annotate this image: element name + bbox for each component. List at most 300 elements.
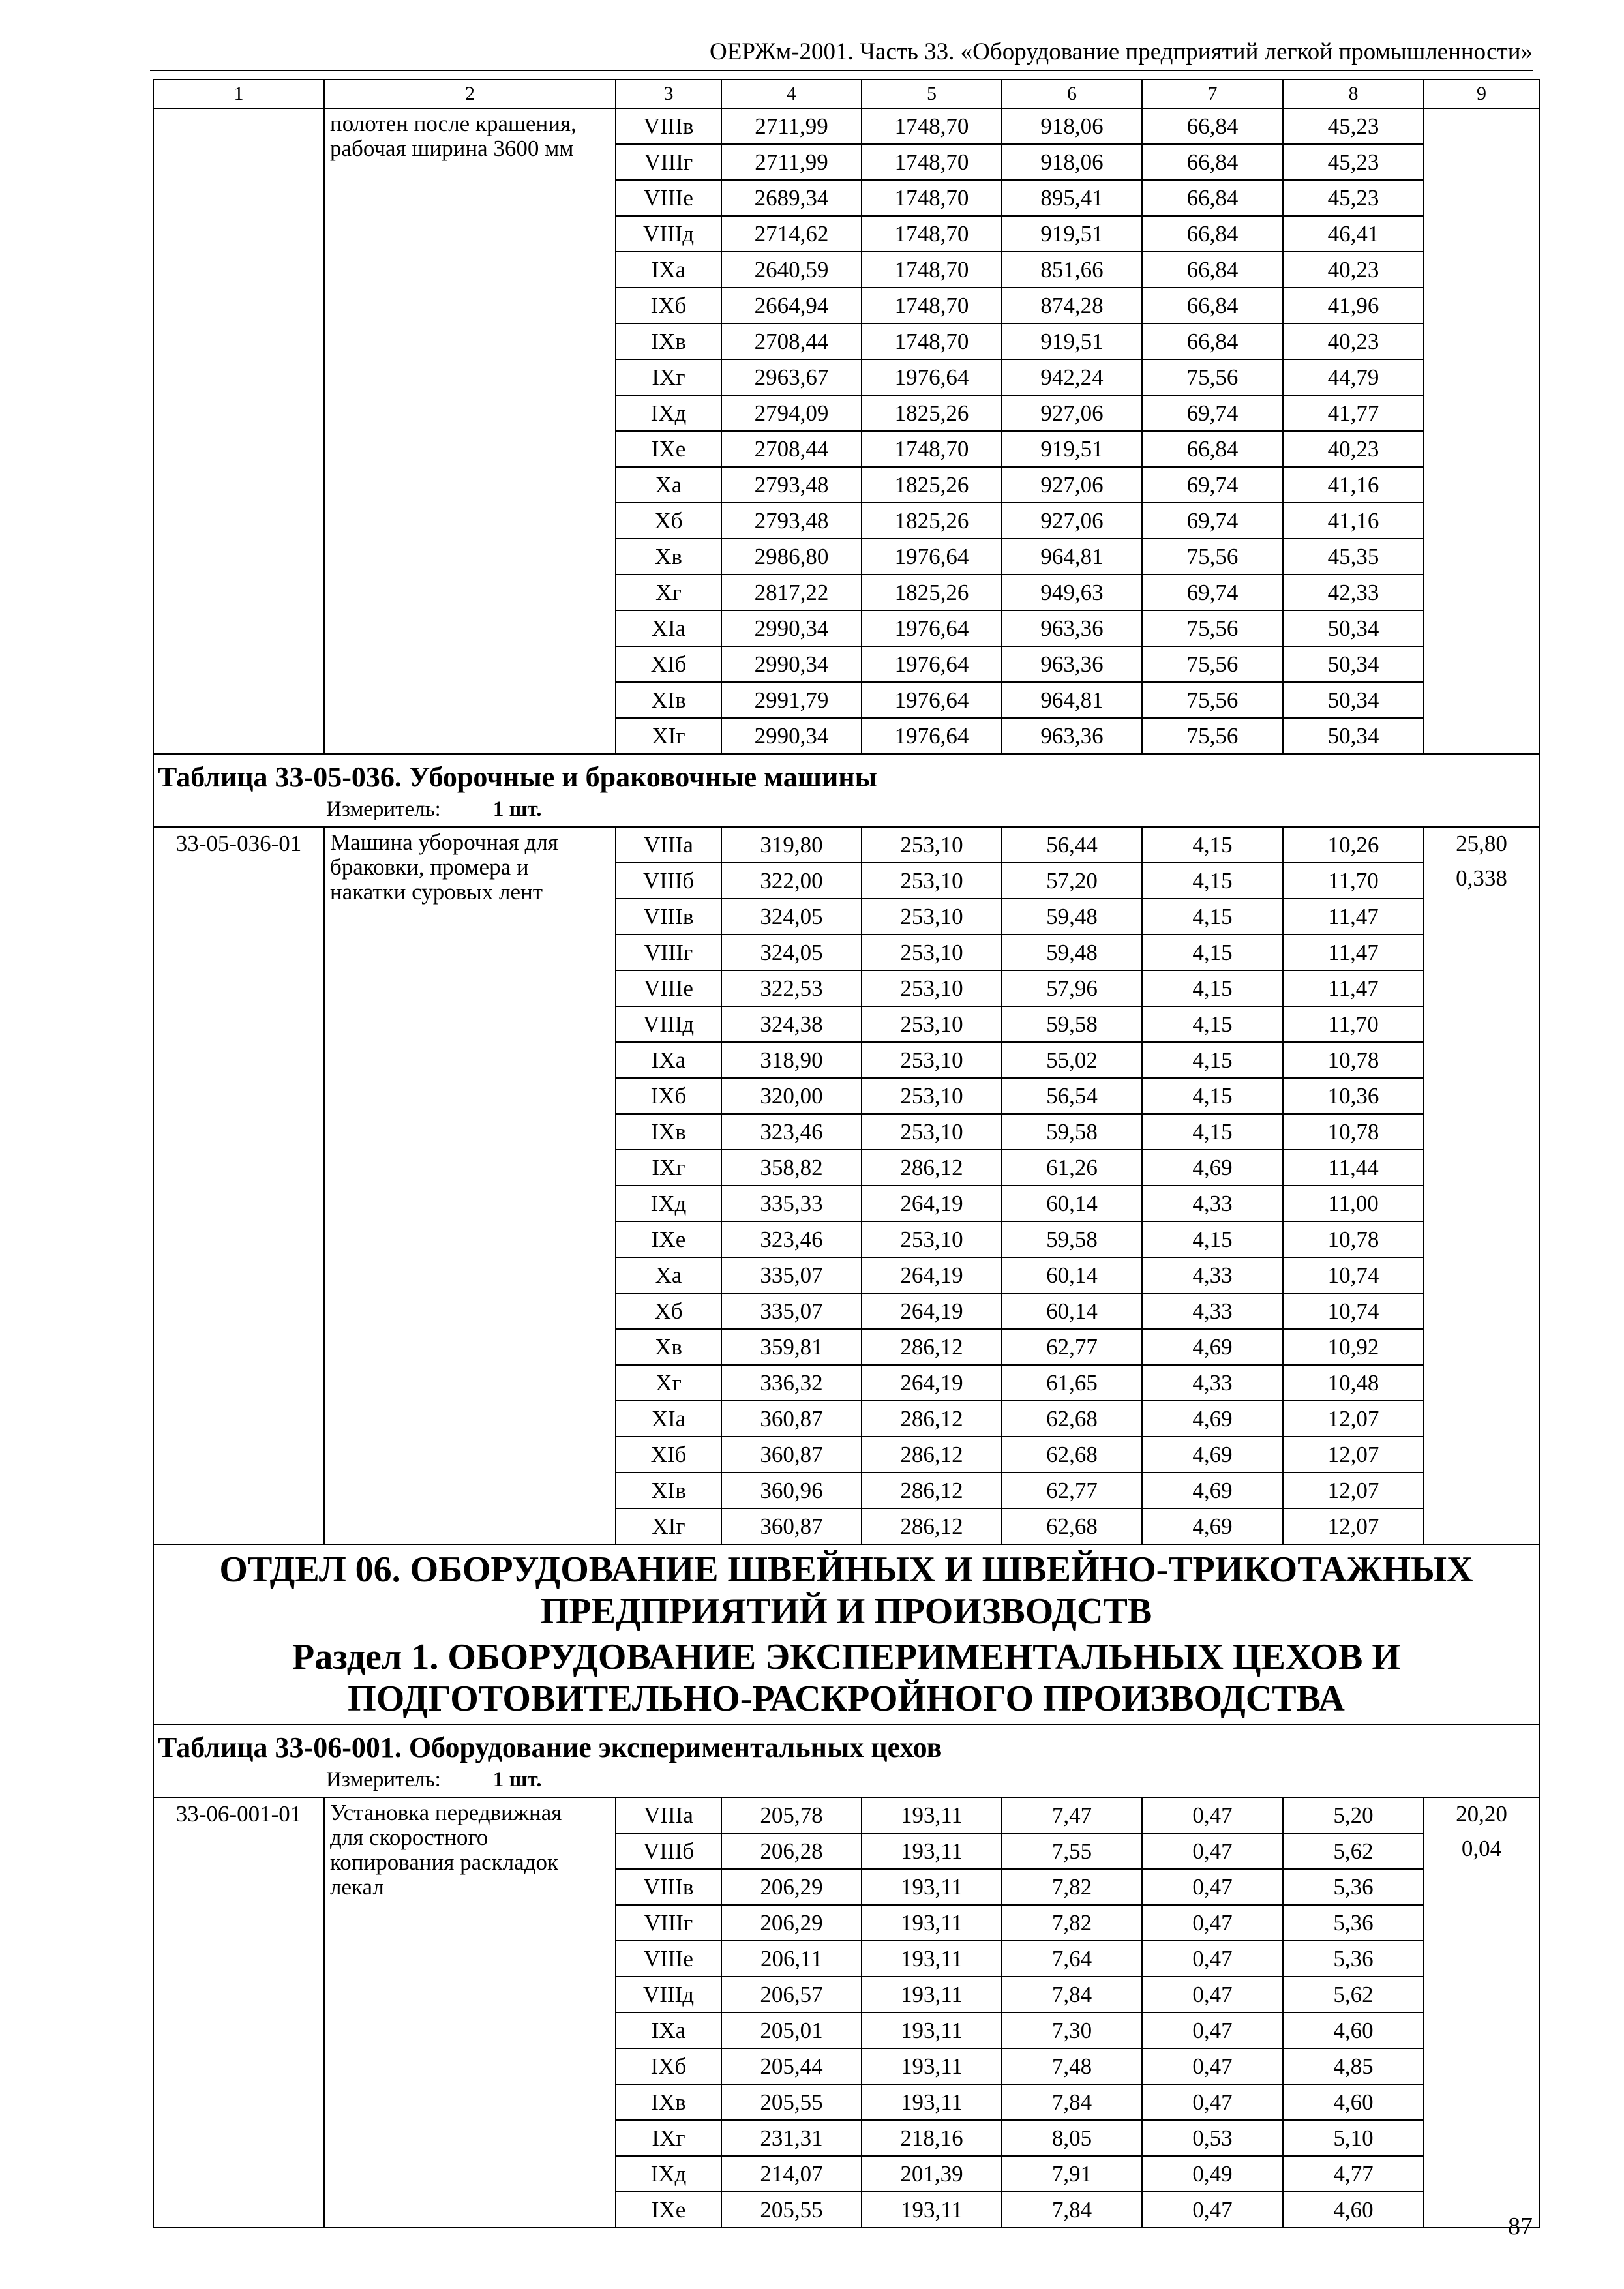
value-cell: 205,55 <box>721 2084 862 2120</box>
value-cell: 42,33 <box>1283 575 1424 610</box>
value-cell: 218,16 <box>862 2120 1002 2156</box>
value-cell: 2711,99 <box>721 144 862 180</box>
value-cell: 0,47 <box>1142 1941 1283 1977</box>
value-cell: 205,55 <box>721 2192 862 2228</box>
value-cell: 264,19 <box>862 1257 1002 1293</box>
zone-cell: IXб <box>616 288 721 323</box>
column-number: 3 <box>616 80 721 108</box>
value-cell: 75,56 <box>1142 359 1283 395</box>
value-cell: 7,55 <box>1002 1833 1142 1869</box>
value-cell: 214,07 <box>721 2156 862 2192</box>
value-cell: 59,58 <box>1002 1114 1142 1150</box>
value-cell: 4,33 <box>1142 1365 1283 1401</box>
value-cell: 2963,67 <box>721 359 862 395</box>
value-cell: 2991,79 <box>721 682 862 718</box>
value-cell: 11,47 <box>1283 935 1424 970</box>
description-line: лекал <box>330 1874 384 1900</box>
rates-table <box>153 79 1540 2228</box>
value-cell: 59,58 <box>1002 1221 1142 1257</box>
table-title-row <box>153 1724 1539 1797</box>
value-cell: 1825,26 <box>862 395 1002 431</box>
value-cell: 927,06 <box>1002 467 1142 503</box>
value-cell: 10,74 <box>1283 1257 1424 1293</box>
column-number: 4 <box>721 80 862 108</box>
value-cell: 4,15 <box>1142 935 1283 970</box>
value-cell: 7,84 <box>1002 2084 1142 2120</box>
value-cell: 927,06 <box>1002 395 1142 431</box>
value-cell: 10,78 <box>1283 1042 1424 1078</box>
description-line: Машина уборочная для <box>330 830 558 855</box>
value-cell: 11,47 <box>1283 970 1424 1006</box>
value-cell: 286,12 <box>862 1401 1002 1437</box>
col9-values <box>1424 1797 1539 2228</box>
zone-cell: IXе <box>616 1221 721 1257</box>
value-cell: 4,15 <box>1142 827 1283 863</box>
value-cell: 2990,34 <box>721 718 862 754</box>
row-description <box>324 827 616 1544</box>
value-cell: 45,35 <box>1283 539 1424 575</box>
col9-value: 20,20 <box>1456 1801 1507 1827</box>
value-cell: 41,16 <box>1283 503 1424 539</box>
description-line: для скоростного <box>330 1825 489 1850</box>
value-cell: 0,47 <box>1142 2192 1283 2228</box>
value-cell: 5,62 <box>1283 1833 1424 1869</box>
zone-cell: VIIIд <box>616 216 721 252</box>
value-cell: 5,10 <box>1283 2120 1424 2156</box>
zone-cell: Xа <box>616 467 721 503</box>
value-cell: 206,29 <box>721 1905 862 1941</box>
value-cell: 942,24 <box>1002 359 1142 395</box>
value-cell: 4,69 <box>1142 1150 1283 1186</box>
value-cell: 4,60 <box>1283 2192 1424 2228</box>
value-cell: 4,69 <box>1142 1473 1283 1508</box>
table-title-cell <box>153 1724 1539 1797</box>
value-cell: 59,58 <box>1002 1006 1142 1042</box>
value-cell: 69,74 <box>1142 575 1283 610</box>
zone-cell: IXе <box>616 431 721 467</box>
value-cell: 253,10 <box>862 827 1002 863</box>
value-cell: 62,68 <box>1002 1437 1142 1473</box>
col9-value: 0,04 <box>1461 1836 1502 1861</box>
zone-cell: VIIIг <box>616 935 721 970</box>
column-number: 2 <box>324 80 616 108</box>
value-cell: 1748,70 <box>862 323 1002 359</box>
value-cell: 949,63 <box>1002 575 1142 610</box>
value-cell: 50,34 <box>1283 682 1424 718</box>
table-title-row <box>153 754 1539 827</box>
value-cell: 1976,64 <box>862 682 1002 718</box>
value-cell: 11,44 <box>1283 1150 1424 1186</box>
value-cell: 66,84 <box>1142 180 1283 216</box>
value-cell: 60,14 <box>1002 1186 1142 1221</box>
row-description <box>324 108 616 754</box>
value-cell: 66,84 <box>1142 431 1283 467</box>
measure-label: Измеритель: <box>326 798 441 821</box>
zone-cell: VIIIа <box>616 1797 721 1833</box>
value-cell: 2711,99 <box>721 108 862 144</box>
value-cell: 0,47 <box>1142 1905 1283 1941</box>
zone-cell: IXе <box>616 2192 721 2228</box>
value-cell: 253,10 <box>862 1006 1002 1042</box>
value-cell: 1748,70 <box>862 252 1002 288</box>
value-cell: 1825,26 <box>862 467 1002 503</box>
value-cell: 44,79 <box>1283 359 1424 395</box>
value-cell: 206,29 <box>721 1869 862 1905</box>
value-cell: 324,05 <box>721 935 862 970</box>
col9-values <box>1424 108 1539 754</box>
zone-cell: IXв <box>616 2084 721 2120</box>
value-cell: 69,74 <box>1142 503 1283 539</box>
value-cell: 193,11 <box>862 1833 1002 1869</box>
zone-cell: IXа <box>616 2012 721 2048</box>
row-description <box>324 1797 616 2228</box>
value-cell: 1825,26 <box>862 503 1002 539</box>
value-cell: 10,48 <box>1283 1365 1424 1401</box>
value-cell: 253,10 <box>862 935 1002 970</box>
value-cell: 1825,26 <box>862 575 1002 610</box>
value-cell: 2990,34 <box>721 646 862 682</box>
value-cell: 193,11 <box>862 1905 1002 1941</box>
value-cell: 4,15 <box>1142 863 1283 899</box>
value-cell: 4,15 <box>1142 1006 1283 1042</box>
value-cell: 2817,22 <box>721 575 862 610</box>
value-cell: 40,23 <box>1283 323 1424 359</box>
value-cell: 50,34 <box>1283 610 1424 646</box>
column-number: 1 <box>153 80 324 108</box>
value-cell: 62,68 <box>1002 1401 1142 1437</box>
value-cell: 1976,64 <box>862 646 1002 682</box>
zone-cell: Xг <box>616 575 721 610</box>
value-cell: 2714,62 <box>721 216 862 252</box>
value-cell: 964,81 <box>1002 539 1142 575</box>
value-cell: 2708,44 <box>721 431 862 467</box>
table-body <box>153 80 1539 2228</box>
value-cell: 50,34 <box>1283 718 1424 754</box>
value-cell: 55,02 <box>1002 1042 1142 1078</box>
zone-cell: IXг <box>616 359 721 395</box>
zone-cell: Xб <box>616 1293 721 1329</box>
value-cell: 253,10 <box>862 899 1002 935</box>
table-row <box>153 1797 1539 1833</box>
value-cell: 964,81 <box>1002 682 1142 718</box>
value-cell: 918,06 <box>1002 108 1142 144</box>
value-cell: 360,87 <box>721 1401 862 1437</box>
table-title: Таблица 33-06-001. Оборудование экспериментальных цехов <box>158 1731 942 1763</box>
value-cell: 963,36 <box>1002 718 1142 754</box>
value-cell: 5,36 <box>1283 1905 1424 1941</box>
zone-cell: IXг <box>616 1150 721 1186</box>
zone-cell: VIIIе <box>616 1941 721 1977</box>
value-cell: 963,36 <box>1002 646 1142 682</box>
value-cell: 10,92 <box>1283 1329 1424 1365</box>
value-cell: 286,12 <box>862 1329 1002 1365</box>
zone-cell: IXд <box>616 1186 721 1221</box>
value-cell: 59,48 <box>1002 899 1142 935</box>
value-cell: 253,10 <box>862 1042 1002 1078</box>
value-cell: 919,51 <box>1002 323 1142 359</box>
zone-cell: VIIIб <box>616 1833 721 1869</box>
column-number: 6 <box>1002 80 1142 108</box>
value-cell: 0,47 <box>1142 2012 1283 2048</box>
value-cell: 264,19 <box>862 1293 1002 1329</box>
value-cell: 7,84 <box>1002 2192 1142 2228</box>
value-cell: 4,15 <box>1142 1221 1283 1257</box>
value-cell: 322,00 <box>721 863 862 899</box>
value-cell: 851,66 <box>1002 252 1142 288</box>
zone-cell: IXа <box>616 1042 721 1078</box>
value-cell: 193,11 <box>862 1977 1002 2012</box>
value-cell: 45,23 <box>1283 108 1424 144</box>
value-cell: 193,11 <box>862 1941 1002 1977</box>
measure-value: 1 шт. <box>492 1768 542 1791</box>
zone-cell: VIIIг <box>616 1905 721 1941</box>
value-cell: 193,11 <box>862 1797 1002 1833</box>
value-cell: 324,05 <box>721 899 862 935</box>
value-cell: 2640,59 <box>721 252 862 288</box>
value-cell: 4,60 <box>1283 2084 1424 2120</box>
value-cell: 205,78 <box>721 1797 862 1833</box>
value-cell: 12,07 <box>1283 1437 1424 1473</box>
value-cell: 10,78 <box>1283 1221 1424 1257</box>
value-cell: 4,85 <box>1283 2048 1424 2084</box>
value-cell: 193,11 <box>862 2012 1002 2048</box>
value-cell: 253,10 <box>862 1221 1002 1257</box>
value-cell: 41,77 <box>1283 395 1424 431</box>
value-cell: 59,48 <box>1002 935 1142 970</box>
value-cell: 7,30 <box>1002 2012 1142 2048</box>
value-cell: 360,87 <box>721 1508 862 1544</box>
value-cell: 320,00 <box>721 1078 862 1114</box>
value-cell: 286,12 <box>862 1508 1002 1544</box>
table-title: Таблица 33-05-036. Уборочные и браковочные машины <box>158 761 878 793</box>
zone-cell: XIб <box>616 646 721 682</box>
value-cell: 264,19 <box>862 1365 1002 1401</box>
value-cell: 62,77 <box>1002 1329 1142 1365</box>
value-cell: 206,28 <box>721 1833 862 1869</box>
value-cell: 7,91 <box>1002 2156 1142 2192</box>
value-cell: 193,11 <box>862 2048 1002 2084</box>
column-number-row <box>153 80 1539 108</box>
value-cell: 323,46 <box>721 1221 862 1257</box>
value-cell: 50,34 <box>1283 646 1424 682</box>
value-cell: 4,15 <box>1142 1078 1283 1114</box>
value-cell: 231,31 <box>721 2120 862 2156</box>
value-cell: 4,15 <box>1142 970 1283 1006</box>
zone-cell: Xб <box>616 503 721 539</box>
value-cell: 1976,64 <box>862 539 1002 575</box>
value-cell: 360,87 <box>721 1437 862 1473</box>
value-cell: 4,15 <box>1142 1042 1283 1078</box>
value-cell: 963,36 <box>1002 610 1142 646</box>
value-cell: 11,00 <box>1283 1186 1424 1221</box>
value-cell: 7,82 <box>1002 1905 1142 1941</box>
value-cell: 56,44 <box>1002 827 1142 863</box>
value-cell: 4,33 <box>1142 1257 1283 1293</box>
value-cell: 2794,09 <box>721 395 862 431</box>
value-cell: 323,46 <box>721 1114 862 1150</box>
row-code: 33-05-036-01 <box>153 827 324 1544</box>
value-cell: 359,81 <box>721 1329 862 1365</box>
value-cell: 11,47 <box>1283 899 1424 935</box>
value-cell: 253,10 <box>862 1078 1002 1114</box>
value-cell: 40,23 <box>1283 252 1424 288</box>
value-cell: 1748,70 <box>862 288 1002 323</box>
description-line: копирования раскладок <box>330 1849 558 1875</box>
value-cell: 1748,70 <box>862 108 1002 144</box>
value-cell: 4,69 <box>1142 1508 1283 1544</box>
value-cell: 927,06 <box>1002 503 1142 539</box>
value-cell: 1748,70 <box>862 431 1002 467</box>
value-cell: 2986,80 <box>721 539 862 575</box>
value-cell: 4,60 <box>1283 2012 1424 2048</box>
measure-value: 1 шт. <box>492 798 542 821</box>
value-cell: 0,47 <box>1142 2084 1283 2120</box>
value-cell: 919,51 <box>1002 216 1142 252</box>
zone-cell: VIIIа <box>616 827 721 863</box>
value-cell: 7,84 <box>1002 1977 1142 2012</box>
description-line: рабочая ширина 3600 мм <box>330 136 574 161</box>
value-cell: 75,56 <box>1142 682 1283 718</box>
value-cell: 264,19 <box>862 1186 1002 1221</box>
value-cell: 61,65 <box>1002 1365 1142 1401</box>
value-cell: 62,77 <box>1002 1473 1142 1508</box>
zone-cell: VIIIе <box>616 970 721 1006</box>
value-cell: 0,47 <box>1142 2048 1283 2084</box>
measure-label: Измеритель: <box>326 1768 441 1791</box>
value-cell: 66,84 <box>1142 252 1283 288</box>
col9-value: 0,338 <box>1456 865 1507 891</box>
value-cell: 5,36 <box>1283 1869 1424 1905</box>
row-code <box>153 108 324 754</box>
zone-cell: IXд <box>616 2156 721 2192</box>
value-cell: 5,20 <box>1283 1797 1424 1833</box>
description-line: накатки суровых лент <box>330 879 543 905</box>
value-cell: 7,47 <box>1002 1797 1142 1833</box>
value-cell: 360,96 <box>721 1473 862 1508</box>
zone-cell: XIа <box>616 610 721 646</box>
zone-cell: Xа <box>616 1257 721 1293</box>
zone-cell: XIг <box>616 1508 721 1544</box>
zone-cell: VIIIд <box>616 1006 721 1042</box>
measure-line <box>158 1767 1535 1797</box>
value-cell: 1748,70 <box>862 216 1002 252</box>
value-cell: 41,16 <box>1283 467 1424 503</box>
value-cell: 2708,44 <box>721 323 862 359</box>
col9-value: 25,80 <box>1456 831 1507 856</box>
value-cell: 335,07 <box>721 1293 862 1329</box>
value-cell: 2689,34 <box>721 180 862 216</box>
zone-cell: IXг <box>616 2120 721 2156</box>
value-cell: 57,96 <box>1002 970 1142 1006</box>
value-cell: 286,12 <box>862 1473 1002 1508</box>
value-cell: 10,26 <box>1283 827 1424 863</box>
description-line: браковки, промера и <box>330 854 529 880</box>
value-cell: 62,68 <box>1002 1508 1142 1544</box>
value-cell: 10,78 <box>1283 1114 1424 1150</box>
value-cell: 322,53 <box>721 970 862 1006</box>
value-cell: 336,32 <box>721 1365 862 1401</box>
value-cell: 12,07 <box>1283 1473 1424 1508</box>
value-cell: 205,01 <box>721 2012 862 2048</box>
value-cell: 919,51 <box>1002 431 1142 467</box>
zone-cell: Xв <box>616 539 721 575</box>
value-cell: 193,11 <box>862 1869 1002 1905</box>
zone-cell: IXб <box>616 1078 721 1114</box>
value-cell: 56,54 <box>1002 1078 1142 1114</box>
value-cell: 11,70 <box>1283 1006 1424 1042</box>
value-cell: 253,10 <box>862 1114 1002 1150</box>
value-cell: 335,33 <box>721 1186 862 1221</box>
value-cell: 60,14 <box>1002 1293 1142 1329</box>
value-cell: 2990,34 <box>721 610 862 646</box>
value-cell: 5,62 <box>1283 1977 1424 2012</box>
value-cell: 75,56 <box>1142 539 1283 575</box>
value-cell: 253,10 <box>862 863 1002 899</box>
value-cell: 60,14 <box>1002 1257 1142 1293</box>
value-cell: 4,69 <box>1142 1329 1283 1365</box>
description-line: полотен после крашения, <box>330 111 577 136</box>
value-cell: 0,49 <box>1142 2156 1283 2192</box>
value-cell: 286,12 <box>862 1437 1002 1473</box>
value-cell: 12,07 <box>1283 1401 1424 1437</box>
value-cell: 193,11 <box>862 2084 1002 2120</box>
value-cell: 10,36 <box>1283 1078 1424 1114</box>
value-cell: 4,33 <box>1142 1293 1283 1329</box>
value-cell: 45,23 <box>1283 144 1424 180</box>
value-cell: 40,23 <box>1283 431 1424 467</box>
zone-cell: IXб <box>616 2048 721 2084</box>
zone-cell: Xв <box>616 1329 721 1365</box>
value-cell: 5,36 <box>1283 1941 1424 1977</box>
section-row <box>153 1544 1539 1724</box>
zone-cell: XIв <box>616 1473 721 1508</box>
value-cell: 66,84 <box>1142 108 1283 144</box>
zone-cell: VIIIе <box>616 180 721 216</box>
zone-cell: VIIIв <box>616 1869 721 1905</box>
value-cell: 4,33 <box>1142 1186 1283 1221</box>
value-cell: 75,56 <box>1142 610 1283 646</box>
zone-cell: VIIIб <box>616 863 721 899</box>
value-cell: 318,90 <box>721 1042 862 1078</box>
value-cell: 358,82 <box>721 1150 862 1186</box>
value-cell: 7,48 <box>1002 2048 1142 2084</box>
zone-cell: Xг <box>616 1365 721 1401</box>
value-cell: 69,74 <box>1142 395 1283 431</box>
value-cell: 10,74 <box>1283 1293 1424 1329</box>
table-row <box>153 827 1539 863</box>
zone-cell: XIа <box>616 1401 721 1437</box>
value-cell: 46,41 <box>1283 216 1424 252</box>
value-cell: 1976,64 <box>862 718 1002 754</box>
value-cell: 66,84 <box>1142 323 1283 359</box>
value-cell: 69,74 <box>1142 467 1283 503</box>
value-cell: 0,47 <box>1142 1977 1283 2012</box>
zone-cell: IXв <box>616 1114 721 1150</box>
column-number: 9 <box>1424 80 1539 108</box>
value-cell: 1748,70 <box>862 180 1002 216</box>
value-cell: 4,69 <box>1142 1437 1283 1473</box>
razdel-heading: Раздел 1. ОБОРУДОВАНИЕ ЭКСПЕРИМЕНТАЛЬНЫХ ЦЕХОВ И ПОДГОТОВИТЕЛЬНО-РАСКРОЙНОГО ПРОИЗВОДСТВА <box>292 1637 1400 1719</box>
value-cell: 206,11 <box>721 1941 862 1977</box>
value-cell: 335,07 <box>721 1257 862 1293</box>
value-cell: 4,15 <box>1142 1114 1283 1150</box>
value-cell: 75,56 <box>1142 646 1283 682</box>
value-cell: 7,64 <box>1002 1941 1142 1977</box>
zone-cell: XIв <box>616 682 721 718</box>
value-cell: 874,28 <box>1002 288 1142 323</box>
zone-cell: IXв <box>616 323 721 359</box>
zone-cell: VIIIв <box>616 899 721 935</box>
